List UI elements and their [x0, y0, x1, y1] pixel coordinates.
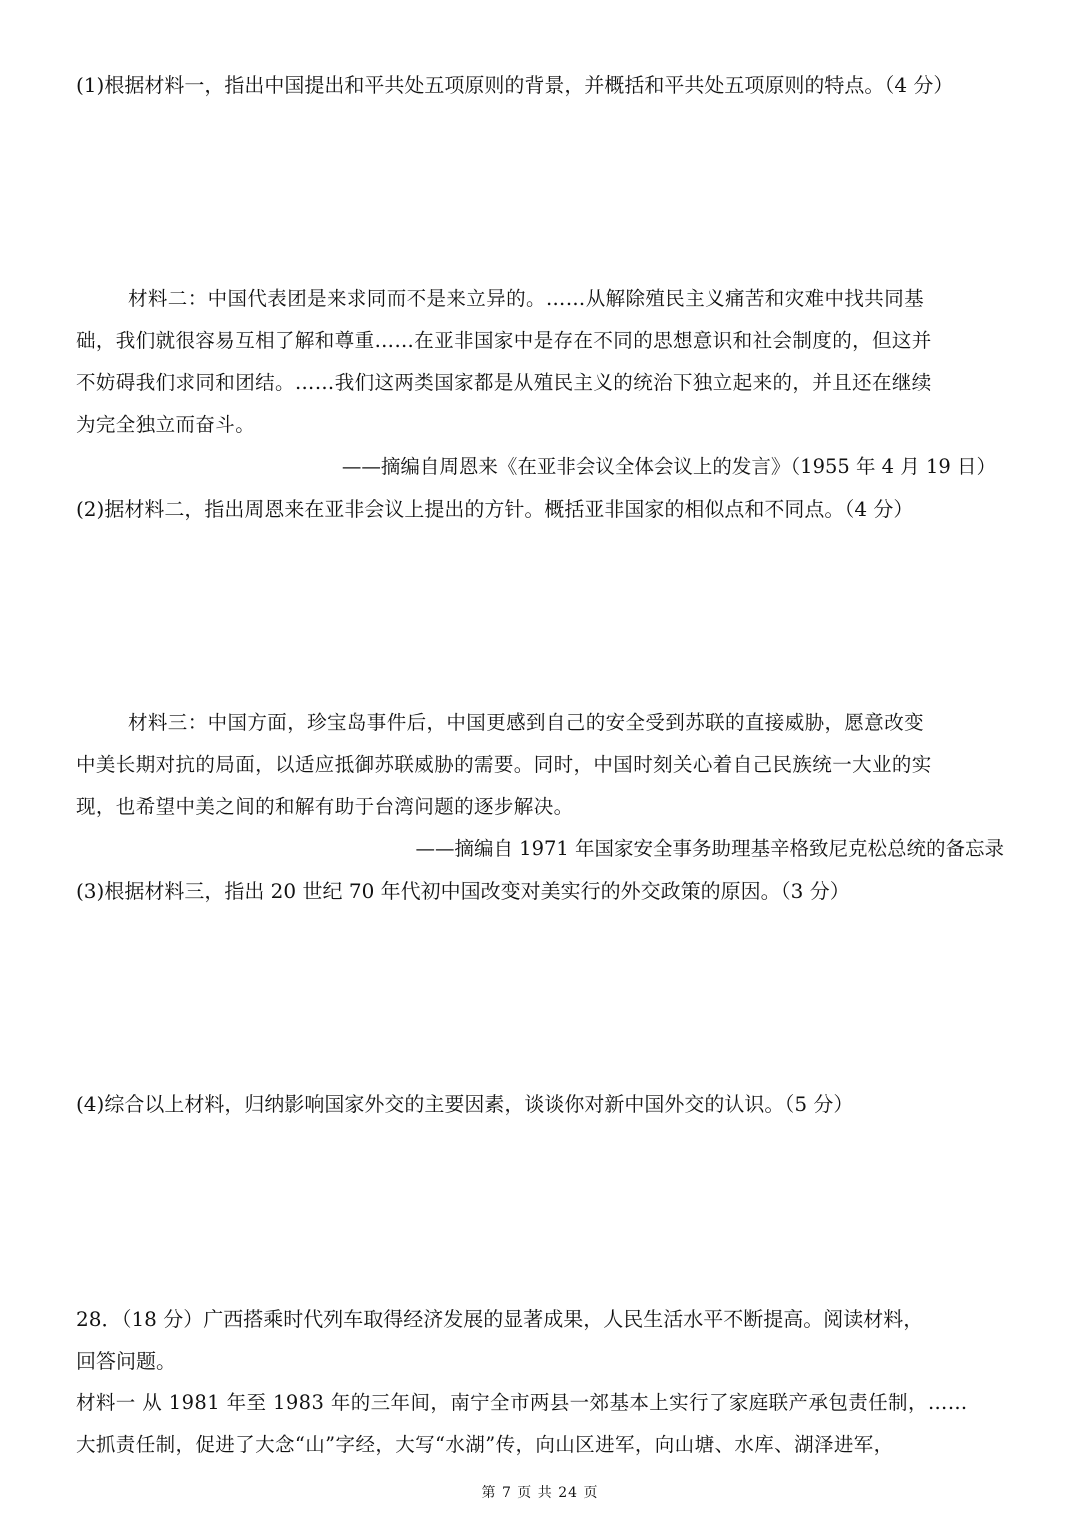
material-2-line-4: 为完全独立而奋斗。 [76, 413, 256, 436]
material-3-source: ——摘编自 1971 年国家安全事务助理基辛格致尼克松总统的备忘录 [415, 837, 1004, 860]
question-28-line-2: 回答问题。 [76, 1349, 176, 1373]
material-3-line-1: 材料三：中国方面，珍宝岛事件后，中国更感到自己的安全受到苏联的直接威胁，愿意改变 [128, 711, 925, 734]
question-2: (2)据材料二，指出周恩来在亚非会议上提出的方针。概括亚非国家的相似点和不同点。（4 分） [76, 497, 914, 521]
question-1: (1)根据材料一，指出中国提出和平共处五项原则的背景，并概括和平共处五项原则的特点。（4 分） [76, 73, 954, 97]
material-2-line-3: 不妨碍我们求同和团结。……我们这两类国家都是从殖民主义的统治下独立起来的，并且还在继续 [76, 371, 932, 394]
page-footer: 第 7 页 共 24 页 [481, 1485, 599, 1501]
question-28-material-1-line-1: 材料一 从 1981 年至 1983 年的三年间，南宁全市两县一郊基本上实行了家庭联产承包责任制，…… [76, 1391, 968, 1414]
material-2-line-2: 础，我们就很容易互相了解和尊重……在亚非国家中是存在不同的思想意识和社会制度的，但这并 [76, 329, 932, 352]
question-28-material-1-line-2: 大抓责任制，促进了大念“山”字经，大写“水湖”传，向山区进军，向山塘、水库、湖泽进军， [76, 1433, 894, 1456]
question-3: (3)根据材料三，指出 20 世纪 70 年代初中国改变对美实行的外交政策的原因。（3 分） [76, 879, 850, 903]
material-3-line-2: 中美长期对抗的局面，以适应抵御苏联威胁的需要。同时，中国时刻关心着自己民族统一大业的实 [76, 753, 932, 776]
material-3-line-3: 现，也希望中美之间的和解有助于台湾问题的逐步解决。 [76, 795, 574, 818]
question-28-line-1: 28．（18 分）广西搭乘时代列车取得经济发展的显著成果，人民生活水平不断提高。阅读材料， [76, 1307, 924, 1331]
question-4: (4)综合以上材料，归纳影响国家外交的主要因素，谈谈你对新中国外交的认识。（5 分） [76, 1092, 854, 1116]
material-2-source: ——摘编自周恩来《在亚非会议全体会议上的发言》（1955 年 4 月 19 日） [341, 455, 996, 478]
material-2-line-1: 材料二：中国代表团是来求同而不是来立异的。……从解除殖民主义痛苦和灾难中找共同基 [128, 287, 925, 310]
